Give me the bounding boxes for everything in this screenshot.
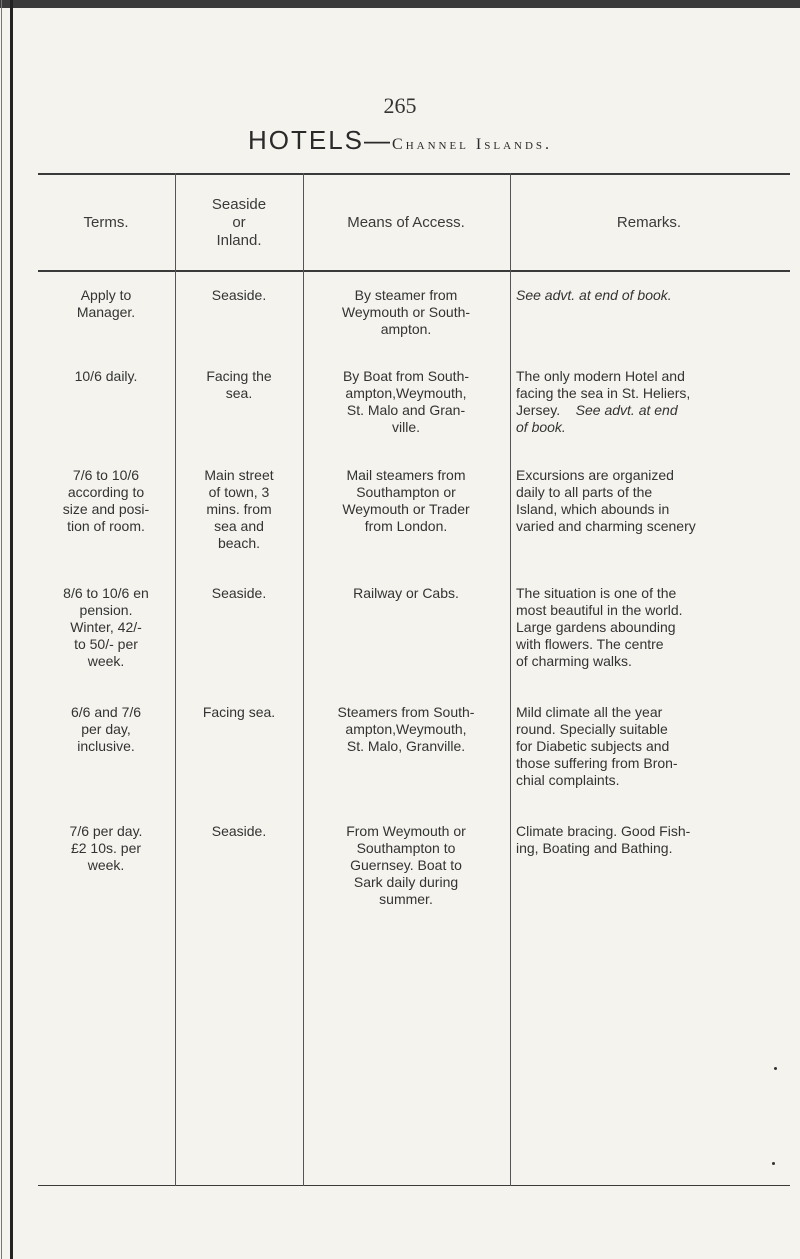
row-2-seaside: [177, 368, 301, 402]
row-6-remarks: [516, 823, 782, 857]
text-line: week.: [87, 857, 125, 873]
header-terms: Terms.: [83, 214, 129, 231]
text-line: 7/6 per day.: [69, 823, 143, 839]
text-line: Weymouth or Trader: [342, 501, 470, 517]
advert-note: See advt. at end: [575, 402, 678, 418]
row-6-terms: [38, 823, 174, 874]
text-line: summer.: [379, 891, 433, 907]
page-number: 265: [383, 93, 417, 118]
text-line: Main street: [204, 467, 274, 483]
row-5-access: [306, 704, 506, 755]
hotels-table: [38, 173, 800, 1258]
header-access: Means of Access.: [347, 214, 465, 231]
header-seaside-line: Seaside: [211, 196, 267, 213]
text-line: of charming walks.: [516, 653, 632, 669]
text-line: Railway or Cabs.: [353, 585, 459, 601]
text-line: mins. from: [206, 501, 272, 517]
page-left-edge: [1, 0, 2, 1259]
text-line: 6/6 and 7/6: [70, 704, 142, 720]
text-line: Excursions are organized: [516, 467, 674, 483]
text-line: to 50/- per: [74, 636, 138, 652]
text-line: Mail steamers from: [346, 467, 466, 483]
text-line: ampton.: [380, 321, 432, 337]
text-line: See advt. at end of book.: [516, 287, 672, 303]
text-line: The only modern Hotel and: [516, 368, 685, 384]
text-line: Island, which abounds in: [516, 501, 670, 517]
heading-main: HOTELS: [247, 125, 365, 155]
text-line: Seaside.: [211, 287, 267, 303]
row-6-access: [306, 823, 506, 908]
row-3-terms: [38, 467, 174, 535]
col-divider-1: [175, 173, 176, 1186]
text-line: ampton,Weymouth,: [345, 385, 467, 401]
text-line: with flowers. The centre: [516, 636, 664, 652]
text-line: St. Malo, Granville.: [346, 738, 466, 754]
row-2-access: [306, 368, 506, 436]
text-line: From Weymouth or: [346, 823, 466, 839]
text-line: ing, Boating and Bathing.: [516, 840, 673, 856]
header-seaside: [177, 196, 301, 250]
page-binding-line: [10, 0, 13, 1259]
col-divider-2: [303, 173, 304, 1186]
row-6-seaside: [177, 823, 301, 840]
heading-sub: Channel Islands.: [392, 136, 553, 153]
text-line: [516, 402, 782, 419]
text-line: Mild climate all the year: [516, 704, 663, 720]
row-1-remarks: [516, 287, 782, 304]
page-top-edge: [0, 0, 800, 8]
text-line: Manager.: [76, 304, 136, 320]
text-line: The situation is one of the: [516, 585, 677, 601]
advert-note: of book.: [516, 419, 566, 435]
text-line: 8/6 to 10/6 en: [63, 585, 149, 601]
text-line: ampton,Weymouth,: [345, 721, 467, 737]
text-line: those suffering from Bron-: [516, 755, 678, 771]
print-speck: [772, 1162, 775, 1165]
row-5-seaside: [177, 704, 301, 721]
header-remarks: Remarks.: [616, 214, 682, 231]
text-line: from London.: [364, 518, 448, 534]
row-5-remarks: [516, 704, 782, 789]
row-3-seaside: [177, 467, 301, 552]
text-line: size and posi-: [62, 501, 150, 517]
text-line: week.: [87, 653, 125, 669]
row-5-terms: [38, 704, 174, 755]
text-line: round. Specially suitable: [516, 721, 668, 737]
text-line: sea.: [225, 385, 253, 401]
row-4-access: [306, 585, 506, 602]
text-line: inclusive.: [77, 738, 135, 754]
text-line: Apply to: [80, 287, 132, 303]
text-line: pension.: [79, 602, 133, 618]
page-heading: [0, 125, 800, 156]
text-line: £2 10s. per: [70, 840, 142, 856]
row-1-seaside: [177, 287, 301, 304]
row-1-access: [306, 287, 506, 338]
text-line: By Boat from South-: [342, 368, 470, 384]
text-line: Facing the: [206, 368, 272, 384]
text-line: Winter, 42/-: [70, 619, 142, 635]
text-line: sea and: [214, 518, 264, 534]
text-line: Large gardens abounding: [516, 619, 676, 635]
text-line: per day,: [81, 721, 131, 737]
text-line: chial complaints.: [516, 772, 620, 788]
row-3-access: [306, 467, 506, 535]
text-line: daily to all parts of the: [516, 484, 653, 500]
text-line: 10/6 daily.: [74, 368, 138, 384]
row-1-terms: [38, 287, 174, 321]
text-line: varied and charming scenery: [516, 518, 696, 534]
text-line: Seaside.: [211, 823, 267, 839]
print-speck: [774, 1067, 777, 1070]
row-3-remarks: [516, 467, 782, 535]
row-4-remarks: [516, 585, 782, 670]
text-line: for Diabetic subjects and: [516, 738, 670, 754]
col-divider-3: [510, 173, 511, 1186]
table-top-rule: [38, 173, 790, 175]
text-line: according to: [67, 484, 145, 500]
text-line: of town, 3: [208, 484, 270, 500]
header-seaside-line: Inland.: [216, 232, 262, 249]
text-line: facing the sea in St. Heliers,: [516, 385, 691, 401]
text-line: Southampton to: [356, 840, 456, 856]
text-line: St. Malo and Gran-: [346, 402, 466, 418]
header-seaside-line: or: [232, 214, 246, 231]
text-line: tion of room.: [67, 518, 145, 534]
row-2-remarks: [516, 368, 782, 436]
text-line: Steamers from South-: [337, 704, 475, 720]
text-line: Climate bracing. Good Fish-: [516, 823, 691, 839]
row-4-seaside: [177, 585, 301, 602]
text-line: Seaside.: [211, 585, 267, 601]
text-line: ville.: [391, 419, 420, 435]
text-line: most beautiful in the world.: [516, 602, 683, 618]
text-line: Facing sea.: [202, 704, 276, 720]
text-line: Weymouth or South-: [341, 304, 471, 320]
row-4-terms: [38, 585, 174, 670]
text-fragment: Jersey.: [516, 402, 561, 418]
text-line: Guernsey. Boat to: [350, 857, 462, 873]
heading-dash: —: [364, 125, 393, 155]
header-bottom-rule: [38, 270, 790, 272]
text-line: By steamer from: [354, 287, 458, 303]
text-line: Sark daily during: [353, 874, 459, 890]
text-line: Southampton or: [356, 484, 456, 500]
text-line: beach.: [217, 535, 261, 551]
text-line: 7/6 to 10/6: [72, 467, 140, 483]
table-bottom-rule: [38, 1185, 790, 1186]
row-2-terms: [38, 368, 174, 385]
